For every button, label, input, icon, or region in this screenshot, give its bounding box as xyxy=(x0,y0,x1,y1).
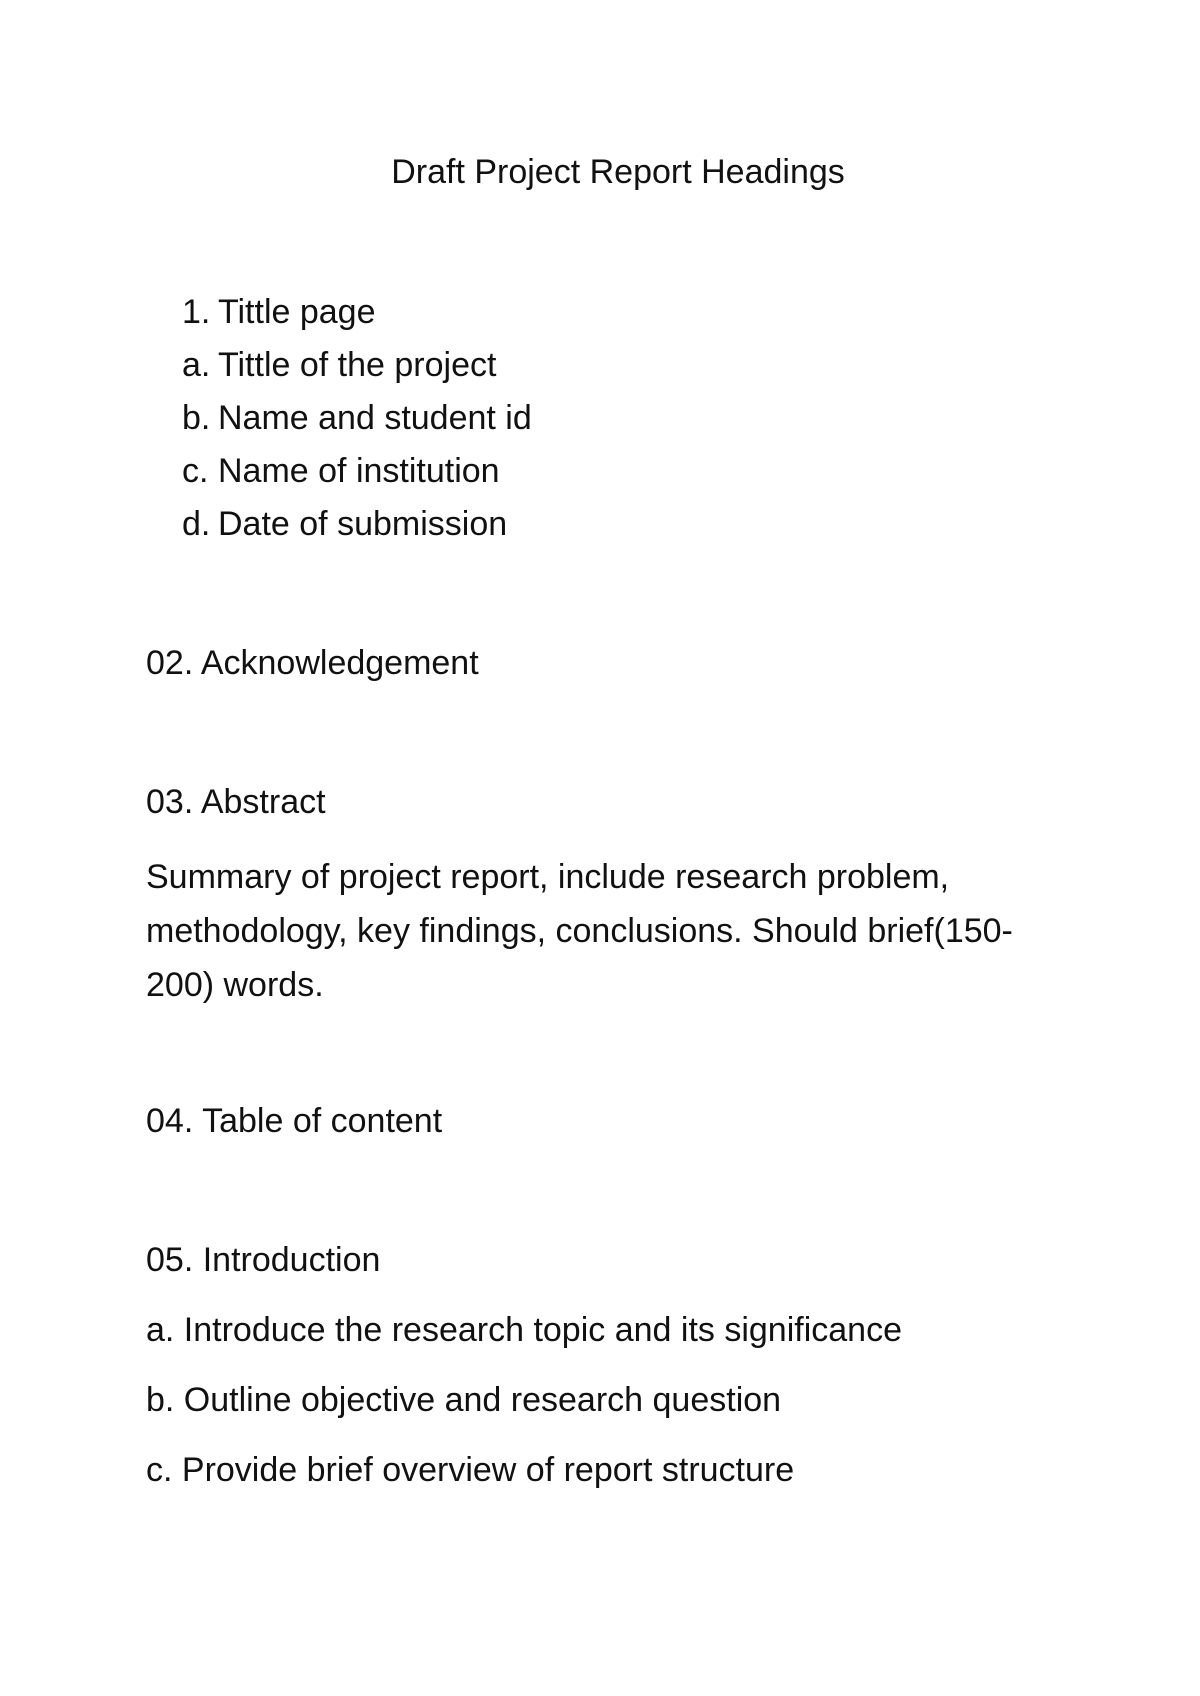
list-label: Name of institution xyxy=(218,452,500,490)
section-1-heading xyxy=(182,292,376,332)
list-marker: 1. xyxy=(182,293,211,331)
list-item xyxy=(182,398,532,438)
list-item xyxy=(182,504,507,544)
section-2-heading: 02. Acknowledgement xyxy=(146,644,479,682)
page-title: Draft Project Report Headings xyxy=(391,153,845,191)
list-label: Tittle page xyxy=(218,293,376,331)
section-5-heading: 05. Introduction xyxy=(146,1241,381,1279)
list-label: Name and student id xyxy=(218,399,532,437)
list-item xyxy=(182,451,500,491)
list-marker: c. xyxy=(182,452,209,490)
abstract-paragraph: Summary of project report, include research problem, methodology, key findings, conclusions. Should brief(150-200) words. xyxy=(146,858,1013,1004)
list-label: Tittle of the project xyxy=(218,346,497,384)
list-marker: d. xyxy=(182,505,211,543)
section-4-heading: 04. Table of content xyxy=(146,1102,443,1140)
list-item: a. Introduce the research topic and its significance xyxy=(146,1311,902,1349)
list-item: b. Outline objective and research question xyxy=(146,1381,782,1419)
section-3-heading: 03. Abstract xyxy=(146,783,326,821)
list-label: Date of submission xyxy=(218,505,508,543)
list-item xyxy=(182,345,496,385)
list-marker: a. xyxy=(182,346,211,384)
list-marker: b. xyxy=(182,399,211,437)
list-item: c. Provide brief overview of report structure xyxy=(146,1451,795,1489)
